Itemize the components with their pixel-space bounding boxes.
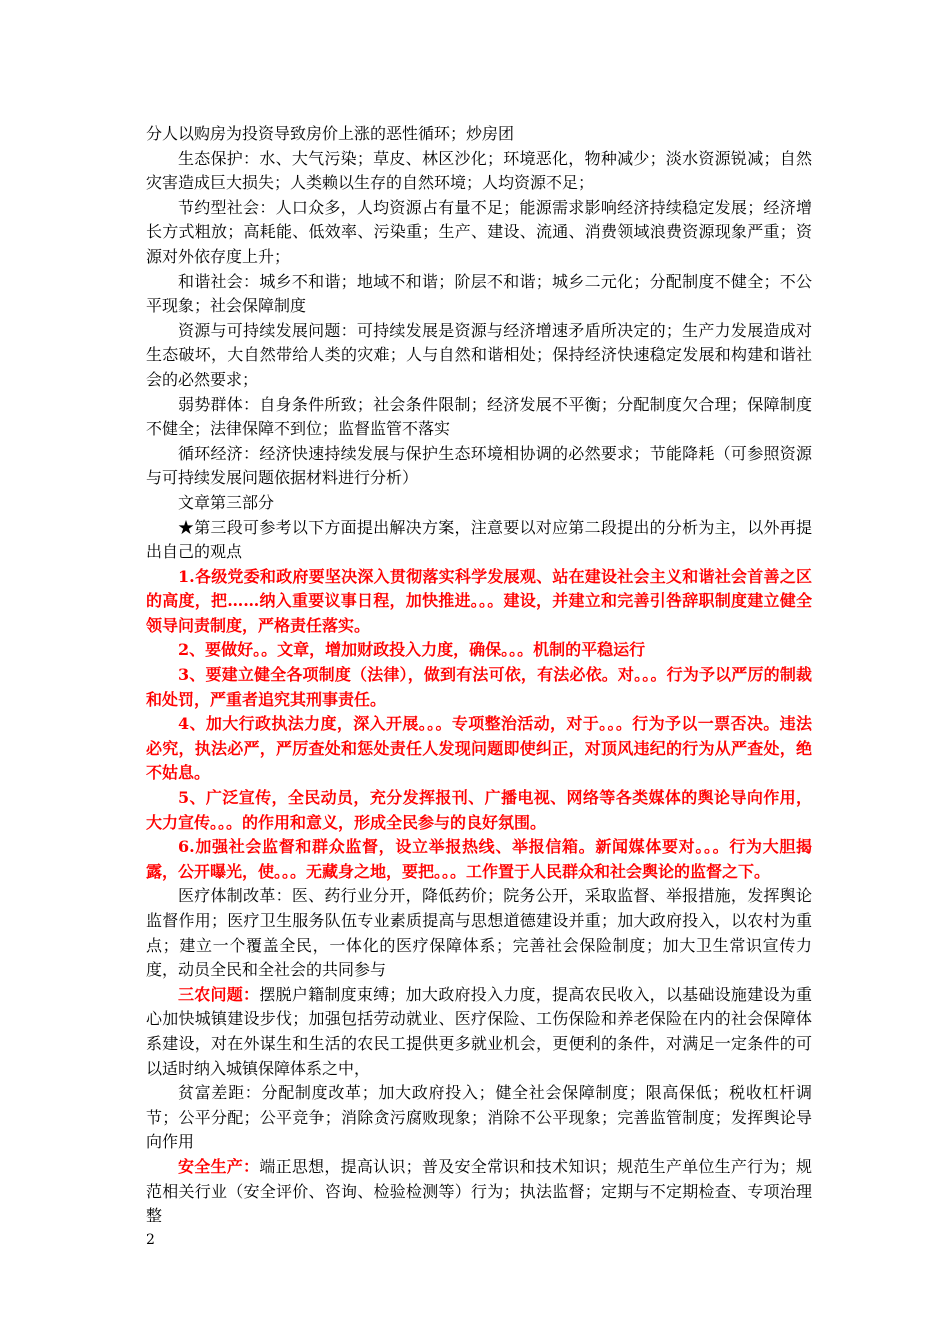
rural-issues-text: 摆脱户籍制度束缚；加大政府投入力度，提高农民收入，以基础设施建设为重心加快城镇建设步伐；加强包括劳动就业、医疗保险、工伤保险和养老保险在内的社会保障体系建设，对在外谋生和生活的农民工提供更多就业机会，更便利的条件，对满足一定条件的可以适时纳入城镇保障体系之中， [146, 984, 812, 1078]
section-heading-part-three: 文章第三部分 [178, 492, 275, 512]
paragraph-rural-issues [146, 983, 812, 1081]
solution-item-5: 5、广泛宣传，全民动员，充分发挥报刊、广播电视、网络等各类媒体的舆论导向作用，大力宣传。。。的作用和意义，形成全民参与的良好氛围。 [146, 788, 812, 832]
document-body [146, 122, 812, 1229]
solution-item-2: 2、要做好。。文章，增加财政投入力度，确保。。。机制的平稳运行 [178, 640, 646, 660]
work-safety-label: 安全生产： [178, 1156, 260, 1176]
rural-issues-label: 三农问题： [178, 984, 260, 1004]
work-safety-text: 端正思想，提高认识；普及安全常识和技术知识；规范生产单位生产行为；规范相关行业（安全评价、咨询、检验检测等）行为；执法监督；定期与不定期检查、专项治理整 [146, 1156, 812, 1226]
paragraph-sustainable-development: 资源与可持续发展问题：可持续发展是资源与经济增速矛盾所决定的；生产力发展造成对生态破坏，大自然带给人类的灾难；人与自然和谐相处；保持经济快速稳定发展和构建和谐社会的必然要求； [146, 320, 812, 389]
paragraph-circular-economy: 循环经济：经济快速持续发展与保护生态环境相协调的必然要求；节能降耗（可参照资源与可持续发展问题依据材料进行分析） [146, 443, 812, 488]
paragraph-part-three-note: ★第三段可参考以下方面提出解决方案，注意要以对应第二段提出的分析为主，以外再提出自己的观点 [146, 517, 812, 562]
solution-item-4: 4、加大行政执法力度，深入开展。。。专项整治活动，对于。。。行为予以一票否决。违法必究，执法必严，严厉查处和惩处责任人发现问题即使纠正，对顶风违纪的行为从严查处，绝不姑息。 [146, 714, 812, 783]
page-number: 2 [146, 1232, 155, 1248]
paragraph-saving-society: 节约型社会：人口众多，人均资源占有量不足；能源需求影响经济持续稳定发展；经济增长方式粗放；高耗能、低效率、污染重；生产、建设、流通、消费领域浪费资源现象严重；资源对外依存度上升； [146, 197, 812, 266]
paragraph-vulnerable-groups: 弱势群体：自身条件所致；社会条件限制；经济发展不平衡；分配制度欠合理；保障制度不健全；法律保障不到位；监督监管不落实 [146, 394, 812, 439]
paragraph-work-safety [146, 1155, 812, 1229]
paragraph-medical-reform: 医疗体制改革：医、药行业分开，降低药价；院务公开，采取监督、举报措施，发挥舆论监督作用；医疗卫生服务队伍专业素质提高与思想道德建设并重；加大政府投入，以农村为重点；建立一个覆盖全民，一体化的医疗保障体系；完善社会保险制度；加大卫生常识宣传力度，动员全民和全社会的共同参与 [146, 886, 812, 980]
paragraph-ecology: 生态保护：水、大气污染；草皮、林区沙化；环境恶化，物种减少；淡水资源锐减；自然灾害造成巨大损失；人类赖以生存的自然环境；人均资源不足； [146, 148, 812, 193]
solution-item-1: 1.各级党委和政府要坚决深入贯彻落实科学发展观、站在建设社会主义和谐社会首善之区的高度，把……纳入重要议事日程，加快推进。。。建设，并建立和完善引咎辞职制度建立健全领导问责制度，严格责任落实。 [146, 566, 812, 635]
paragraph-wealth-gap: 贫富差距：分配制度改革；加大政府投入；健全社会保障制度；限高保低；税收杠杆调节；公平分配；公平竞争；消除贪污腐败现象；消除不公平现象；完善监管制度；发挥舆论导向作用 [146, 1083, 812, 1152]
solution-item-6: 6.加强社会监督和群众监督，设立举报热线、举报信箱。新闻媒体要对。。。行为大胆揭露，公开曝光，使。。。无藏身之地，要把。。。工作置于人民群众和社会舆论的监督之下。 [146, 837, 812, 881]
paragraph-harmonious-society: 和谐社会：城乡不和谐；地域不和谐；阶层不和谐；城乡二元化；分配制度不健全；不公平现象；社会保障制度 [146, 271, 812, 316]
solution-item-3: 3、要建立健全各项制度（法律），做到有法可依，有法必依。对。。。行为予以严厉的制裁和处罚，严重者追究其刑事责任。 [146, 665, 812, 709]
paragraph-housing: 分人以购房为投资导致房价上涨的恶性循环；炒房团 [146, 124, 515, 143]
